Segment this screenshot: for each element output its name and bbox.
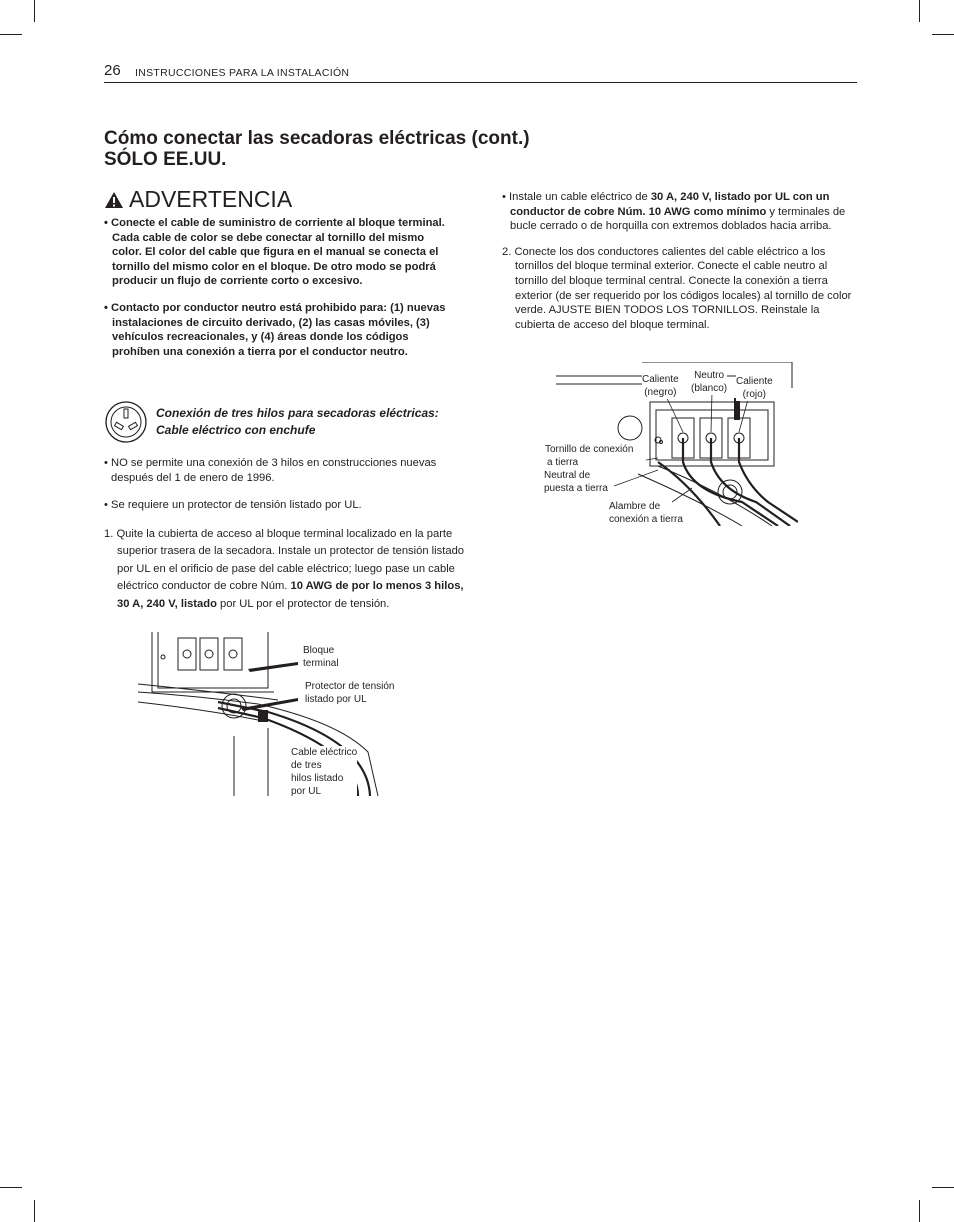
header-rule — [104, 82, 857, 83]
label-line: (rojo) — [742, 389, 767, 400]
label-strain-relief — [305, 680, 395, 706]
label-line: Cable eléctrico — [291, 747, 358, 758]
bullet-item — [502, 190, 862, 234]
plug-caption-line1: Conexión de tres hilos para secadoras eléctricas: — [156, 406, 439, 420]
label-power-cord — [291, 746, 357, 798]
page-title-line2: SÓLO EE.UU. — [104, 149, 227, 170]
figure-terminal-block — [542, 362, 798, 526]
label-line: listado por UL — [305, 694, 367, 705]
label-line: por UL — [291, 786, 322, 797]
right-column-body — [502, 190, 862, 343]
label-ground-wire — [609, 500, 683, 526]
label-line: terminal — [303, 658, 339, 669]
plug-caption — [156, 405, 439, 439]
label-line: de tres — [291, 760, 322, 771]
page-title — [104, 128, 530, 170]
label-line: Protector de tensión — [305, 681, 395, 692]
label-ground-screw — [545, 443, 655, 469]
label-line: puesta a tierra — [544, 483, 608, 494]
bullet-bold: 30 A, 240 V, listado por UL con un conductor de cobre Núm. 10 AWG como mínimo — [510, 191, 830, 218]
label-line: Neutro — [694, 370, 725, 381]
crop-mark — [932, 1187, 954, 1188]
warning-heading-text: ADVERTENCIA — [129, 186, 293, 212]
plug-caption-line2: Cable eléctrico con enchufe — [156, 423, 316, 437]
crop-mark — [34, 0, 35, 22]
step-2: 2. Conecte los dos conductores calientes del cable eléctrico a los tornillos del bloque terminal exterior. Conecte el cable neutro al tornillo del bloque terminal central. Conecte la conexión a tierra exterior (de ser requerido por los códigos locales) al tornillo de color verde. AJUSTE BIEN TODOS LOS TORNILLOS. Reinstale la cubierta de acceso del bloque terminal. — [502, 245, 852, 331]
label-line: a tierra — [547, 457, 579, 468]
bullet-text: • Instale un cable eléctrico de — [502, 191, 651, 203]
bullet-item: • NO se permite una conexión de 3 hilos en construcciones nuevas después del 1 de enero de 1996. — [104, 457, 437, 484]
strain-relief-illustration — [138, 632, 398, 796]
label-neutral — [691, 369, 727, 395]
label-line: Alambre de — [609, 501, 661, 512]
crop-mark — [919, 0, 920, 22]
warning-item: • Conecte el cable de suministro de corriente al bloque terminal. Cada cable de color se debe conectar al tornillo del mismo color. El color del cable que figura en el manual se conecta el tornillo del mismo color en el bloque. De otro modo se podrá producir un flujo de corriente corto o excesivo. — [104, 217, 445, 288]
step-1-text: 1. Quite la cubierta de acceso al bloque terminal localizado en la parte superior trasera de la secadora. Instale un protector de tensión listado por UL en el orificio de pase del cable eléctrico; luego pase un cable eléctrico conductor de cobre Núm. — [104, 527, 465, 593]
three-prong-plug-icon — [104, 400, 148, 444]
label-hot-red — [736, 375, 773, 401]
left-column-body — [104, 456, 464, 626]
label-line: Tornillo de conexión — [545, 444, 634, 455]
label-line: Neutral de — [544, 470, 591, 481]
label-line: conexión a tierra — [609, 514, 683, 525]
crop-mark — [34, 1200, 35, 1222]
crop-mark — [0, 1187, 22, 1188]
label-line: (blanco) — [691, 383, 728, 394]
crop-mark — [0, 34, 22, 35]
warning-list — [104, 216, 454, 371]
warning-triangle-icon — [104, 191, 124, 209]
label-line: Caliente — [736, 376, 773, 387]
label-line: (negro) — [644, 387, 677, 398]
step-1-text-end: por UL por el protector de tensión. — [216, 597, 390, 610]
page-title-line1: Cómo conectar las secadoras eléctricas (cont.) — [104, 128, 530, 149]
label-line: Caliente — [642, 374, 679, 385]
label-terminal-block — [303, 644, 339, 670]
label-hot-black — [642, 373, 679, 399]
label-line: hilos listado — [291, 773, 344, 784]
crop-mark — [932, 34, 954, 35]
warning-item: • Contacto por conductor neutro está prohibido para: (1) nuevas instalaciones de circuito derivado, (2) las casas móviles, (3) vehículos recreacionales, y (4) áreas donde los códigos prohíben una conexión a tierra por el conductor neutro. — [104, 301, 446, 358]
label-neutral-ground — [544, 469, 608, 495]
bullet-item: • Se requiere un protector de tensión listado por UL. — [104, 499, 362, 512]
crop-mark — [919, 1200, 920, 1222]
page-number: 26 — [104, 62, 121, 79]
label-line: Bloque — [303, 645, 335, 656]
running-header: INSTRUCCIONES PARA LA INSTALACIÓN — [135, 67, 350, 79]
step-1-bold: 10 AWG de por lo menos 3 hilos, 30 A, 240 V, listado — [117, 580, 464, 610]
warning-heading — [104, 186, 292, 213]
plug-caption-row — [104, 400, 474, 444]
step-1 — [104, 526, 464, 614]
figure-strain-relief — [138, 632, 398, 796]
bullet-text-end: y terminales de bucle cerrado o de horquilla con extremos doblados hacia arriba. — [510, 205, 846, 233]
